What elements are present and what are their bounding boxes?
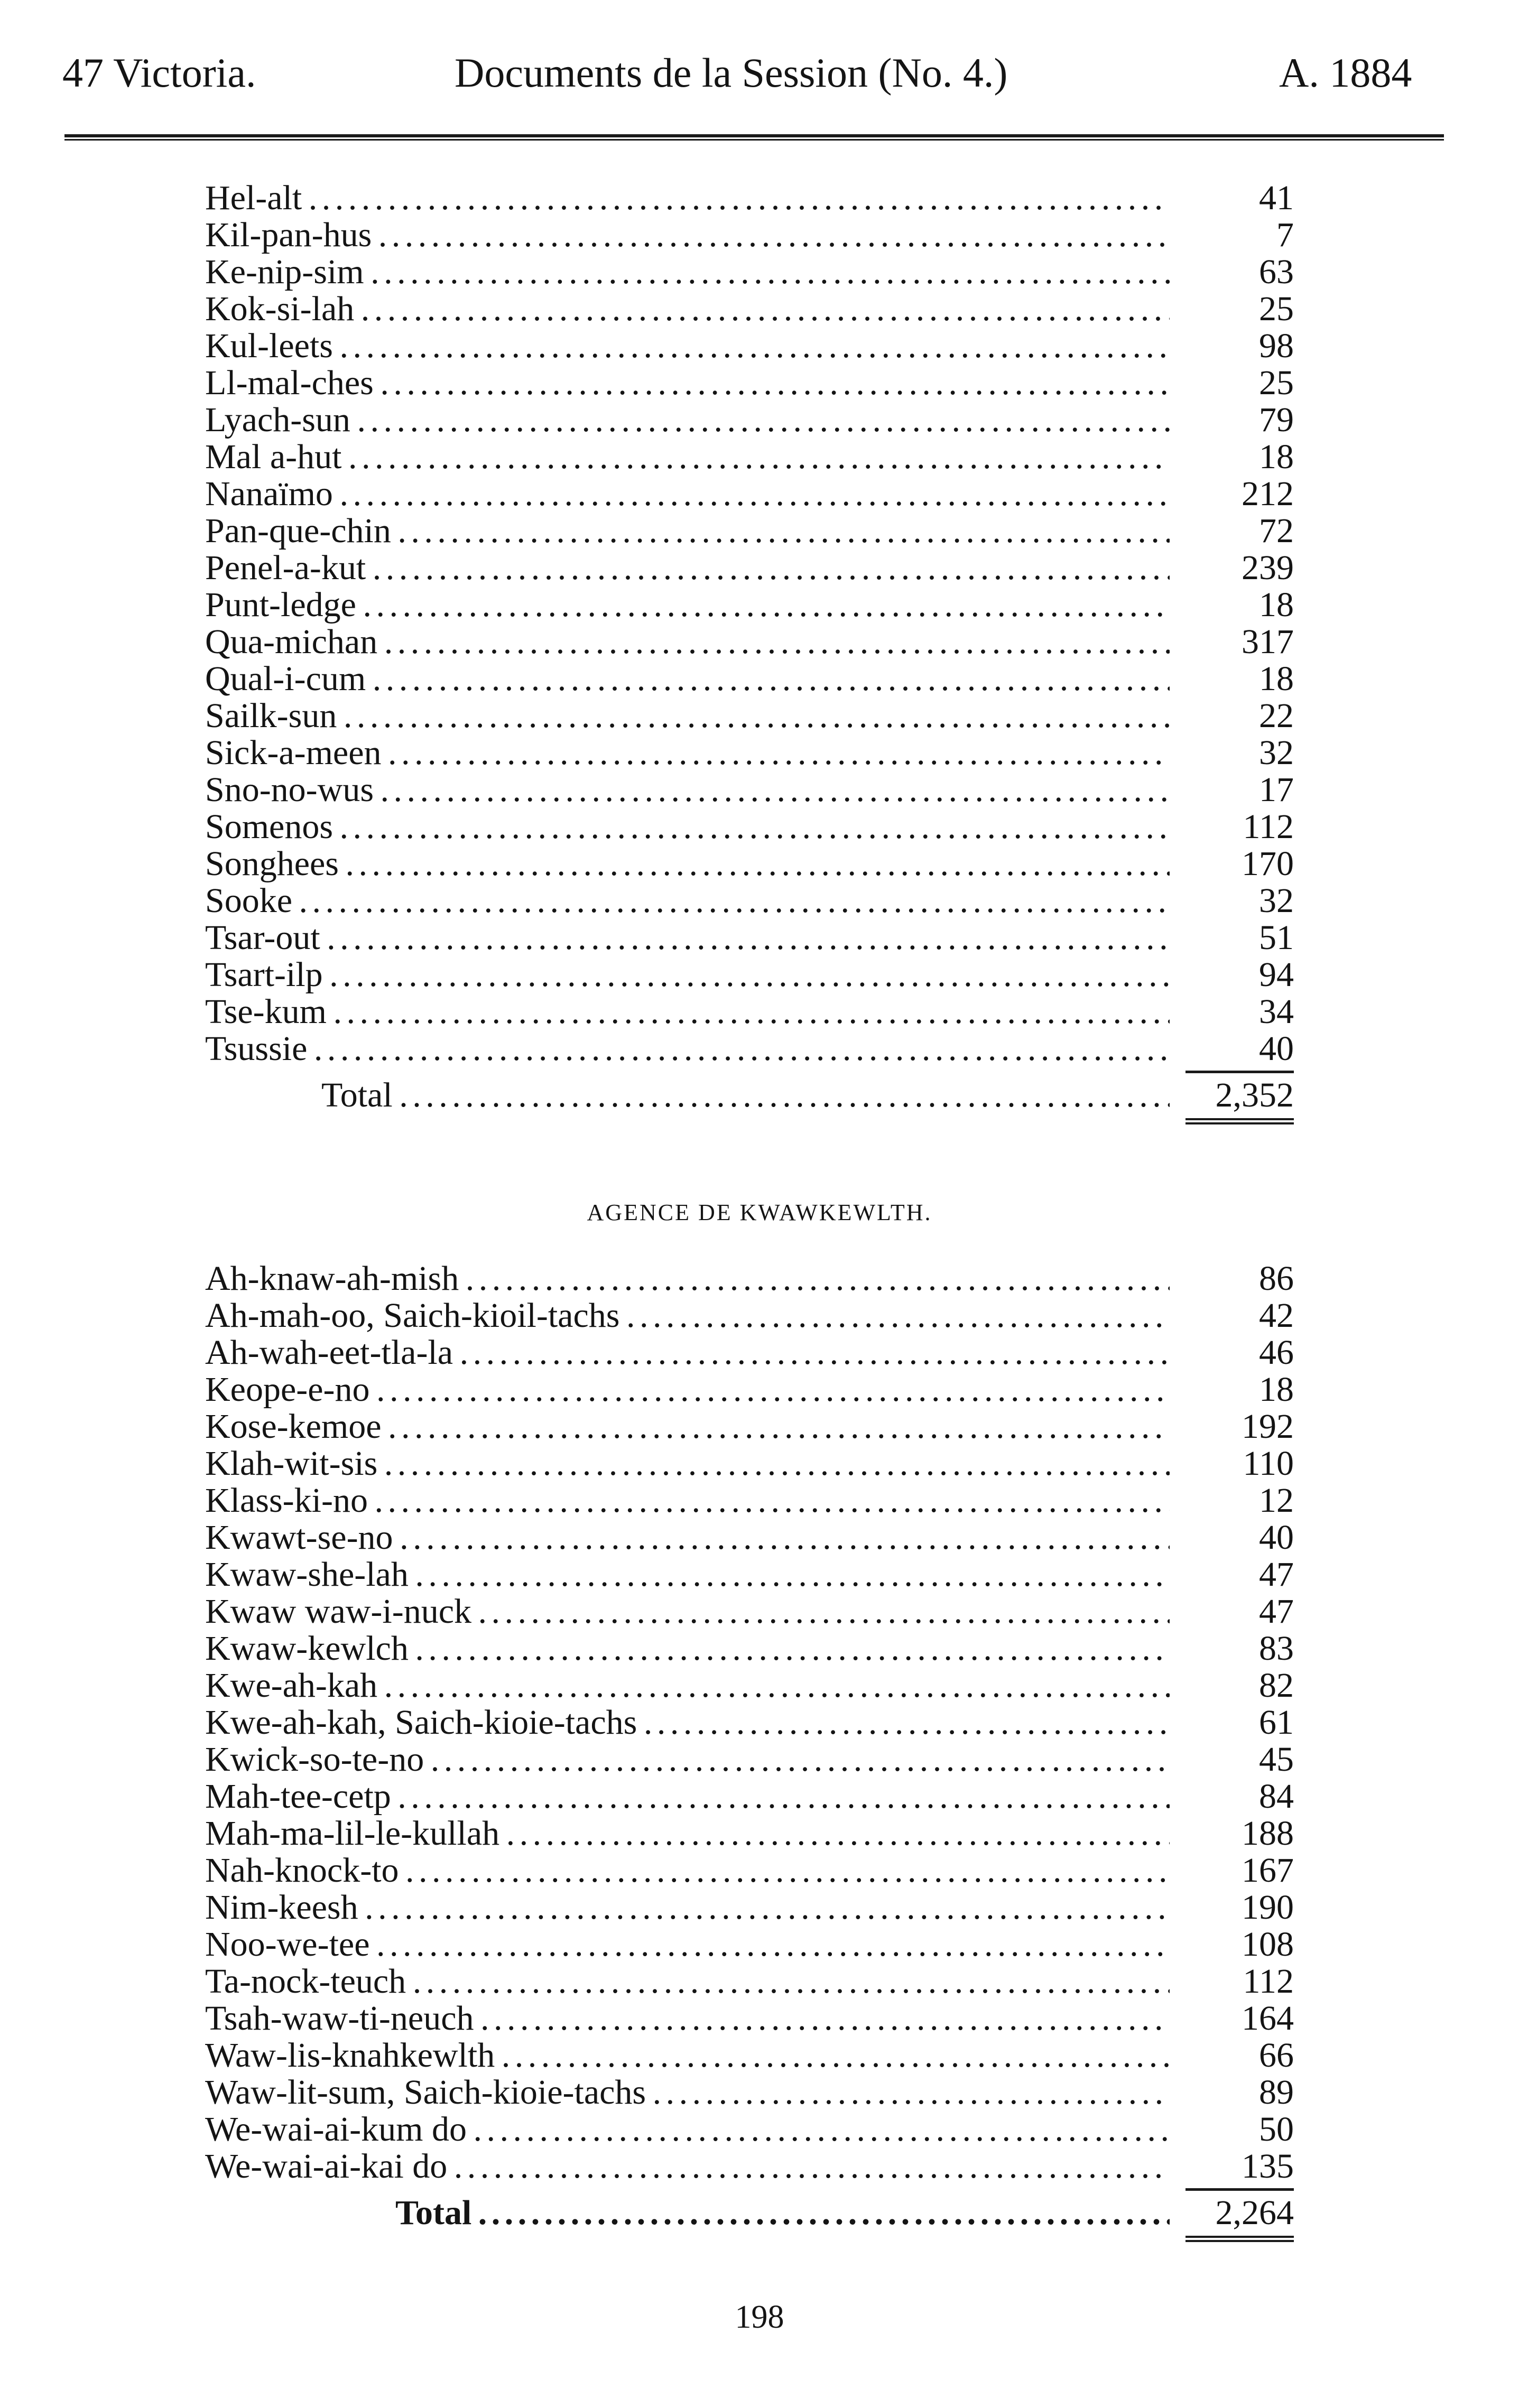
band-name: Kose-kemoe . . . bbox=[205, 1408, 1170, 1445]
table-row bbox=[205, 1926, 1294, 1963]
population-value: 40 bbox=[1259, 1029, 1294, 1068]
population-value: 61 bbox=[1259, 1703, 1294, 1742]
table-row bbox=[205, 1408, 1294, 1445]
population-value: 25 bbox=[1259, 290, 1294, 328]
table-row bbox=[205, 2074, 1294, 2111]
total-label: Total . . . bbox=[395, 2193, 1170, 2233]
population-value: 89 bbox=[1259, 2073, 1294, 2112]
table-row bbox=[205, 2111, 1294, 2148]
population-value: 18 bbox=[1259, 585, 1294, 624]
header-year: A. 1884 bbox=[1279, 50, 1412, 96]
population-value: 167 bbox=[1242, 1851, 1294, 1890]
population-value: 50 bbox=[1259, 2110, 1294, 2149]
band-name: Keope-e-no . . . bbox=[205, 1371, 1170, 1408]
table-row bbox=[205, 1445, 1294, 1482]
table-row bbox=[205, 550, 1294, 587]
band-name: Kil-pan-hus . . . bbox=[205, 217, 1170, 254]
band-name: Mal a-hut . . . bbox=[205, 439, 1170, 476]
population-value: 188 bbox=[1242, 1814, 1294, 1853]
band-name: Tse-kum . . . bbox=[205, 993, 1170, 1030]
band-name: Waw-lit-sum, Saich-kioie-tachs . . . bbox=[205, 2074, 1170, 2111]
band-name: Kwe-ah-kah . . . bbox=[205, 1667, 1170, 1704]
population-value: 135 bbox=[1242, 2147, 1294, 2186]
population-value: 86 bbox=[1259, 1259, 1294, 1298]
table-row bbox=[205, 1630, 1294, 1667]
band-name: Pan-que-chin . . . bbox=[205, 513, 1170, 550]
table-row bbox=[205, 882, 1294, 919]
population-value: 66 bbox=[1259, 2036, 1294, 2075]
population-value: 25 bbox=[1259, 364, 1294, 402]
band-name: Ah-mah-oo, Saich-kioil-tachs . . . bbox=[205, 1297, 1170, 1334]
table-row bbox=[205, 1371, 1294, 1408]
total-rule-2 bbox=[205, 2185, 1294, 2193]
band-name: Noo-we-tee . . . bbox=[205, 1926, 1170, 1963]
table-row bbox=[205, 2000, 1294, 2037]
band-name: Nah-knock-to . . . bbox=[205, 1852, 1170, 1889]
total-value: 2,264 bbox=[1215, 2193, 1294, 2232]
table-row bbox=[205, 808, 1294, 845]
population-value: 47 bbox=[1259, 1555, 1294, 1594]
table-row bbox=[205, 1482, 1294, 1519]
population-value: 164 bbox=[1242, 1999, 1294, 2038]
table-row bbox=[205, 328, 1294, 365]
band-name: Kok-si-lah . . . bbox=[205, 291, 1170, 328]
band-name: Kwaw-kewlch . . . bbox=[205, 1630, 1170, 1667]
total-value: 2,352 bbox=[1215, 1076, 1294, 1114]
table-row bbox=[205, 1889, 1294, 1926]
table-row bbox=[205, 402, 1294, 439]
band-list-section-1 bbox=[205, 180, 1294, 1127]
population-value: 47 bbox=[1259, 1592, 1294, 1631]
population-value: 51 bbox=[1259, 918, 1294, 957]
total-label: Total . . . bbox=[321, 1076, 1170, 1115]
population-value: 192 bbox=[1242, 1407, 1294, 1446]
total-rule-1 bbox=[205, 1067, 1294, 1076]
population-value: 170 bbox=[1242, 844, 1294, 883]
band-name: Sno-no-wus . . . bbox=[205, 771, 1170, 808]
population-value: 46 bbox=[1259, 1333, 1294, 1372]
band-name: Kwick-so-te-no . . . bbox=[205, 1741, 1170, 1778]
band-name: Ta-nock-teuch . . . bbox=[205, 1963, 1170, 2000]
table-row bbox=[205, 365, 1294, 402]
band-name: Kwaw-she-lah . . . bbox=[205, 1556, 1170, 1593]
population-value: 17 bbox=[1259, 770, 1294, 809]
table-row bbox=[205, 476, 1294, 513]
population-value: 32 bbox=[1259, 881, 1294, 920]
table-row bbox=[205, 771, 1294, 808]
population-value: 12 bbox=[1259, 1481, 1294, 1520]
band-name: Somenos . . . bbox=[205, 808, 1170, 845]
population-value: 112 bbox=[1243, 1962, 1294, 2001]
band-name: Tsar-out . . . bbox=[205, 919, 1170, 956]
table-row bbox=[205, 217, 1294, 254]
page-number: 198 bbox=[735, 2299, 784, 2335]
band-name: Songhees . . . bbox=[205, 845, 1170, 882]
population-value: 63 bbox=[1259, 253, 1294, 291]
table-row bbox=[205, 1778, 1294, 1815]
band-name: Klah-wit-sis . . . bbox=[205, 1445, 1170, 1482]
band-name: Nanaïmo . . . bbox=[205, 476, 1170, 513]
band-name: Kwawt-se-no . . . bbox=[205, 1519, 1170, 1556]
band-name: Kul-leets . . . bbox=[205, 328, 1170, 365]
total-double-rule-2 bbox=[205, 2233, 1294, 2244]
band-name: Kwe-ah-kah, Saich-kioie-tachs . . . bbox=[205, 1704, 1170, 1741]
population-value: 83 bbox=[1259, 1629, 1294, 1668]
table-row bbox=[205, 1334, 1294, 1371]
band-name: Qual-i-cum . . . bbox=[205, 661, 1170, 698]
population-value: 112 bbox=[1243, 807, 1294, 846]
table-row bbox=[205, 2037, 1294, 2074]
band-name: Qua-michan . . . bbox=[205, 624, 1170, 661]
population-value: 84 bbox=[1259, 1777, 1294, 1816]
population-value: 79 bbox=[1259, 401, 1294, 439]
table-row bbox=[205, 1297, 1294, 1334]
band-name: Sick-a-meen . . . bbox=[205, 735, 1170, 771]
band-name: Ll-mal-ches . . . bbox=[205, 365, 1170, 402]
band-name: Lyach-sun . . . bbox=[205, 402, 1170, 439]
population-value: 40 bbox=[1259, 1518, 1294, 1557]
population-value: 32 bbox=[1259, 733, 1294, 772]
population-value: 18 bbox=[1259, 659, 1294, 698]
total-row-2 bbox=[205, 2193, 1294, 2233]
table-row bbox=[205, 587, 1294, 624]
population-value: 98 bbox=[1259, 327, 1294, 365]
band-name: Tsah-waw-ti-neuch . . . bbox=[205, 2000, 1170, 2037]
table-row bbox=[205, 254, 1294, 291]
band-name: We-wai-ai-kum do . . . bbox=[205, 2111, 1170, 2148]
table-row bbox=[205, 919, 1294, 956]
table-row bbox=[205, 513, 1294, 550]
table-row bbox=[205, 1519, 1294, 1556]
population-value: 22 bbox=[1259, 696, 1294, 735]
agency-heading: AGENCE DE KWAWKEWLTH. bbox=[587, 1200, 932, 1225]
table-row bbox=[205, 1260, 1294, 1297]
band-list-section-2 bbox=[205, 1260, 1294, 2244]
table-row bbox=[205, 661, 1294, 698]
population-value: 108 bbox=[1242, 1925, 1294, 1964]
population-value: 212 bbox=[1242, 475, 1294, 513]
population-value: 18 bbox=[1259, 1370, 1294, 1409]
population-value: 239 bbox=[1242, 548, 1294, 587]
population-value: 190 bbox=[1242, 1888, 1294, 1927]
band-name: Tsussie . . . bbox=[205, 1030, 1170, 1067]
band-name: Punt-ledge . . . bbox=[205, 587, 1170, 624]
table-row bbox=[205, 2148, 1294, 2185]
band-name: Ah-knaw-ah-mish . . . bbox=[205, 1260, 1170, 1297]
population-value: 317 bbox=[1242, 622, 1294, 661]
table-row bbox=[205, 735, 1294, 771]
table-row bbox=[205, 1963, 1294, 2000]
table-row bbox=[205, 439, 1294, 476]
population-value: 41 bbox=[1259, 179, 1294, 217]
header-rule bbox=[64, 134, 1444, 141]
band-name: Tsart-ilp . . . bbox=[205, 956, 1170, 993]
band-name: Waw-lis-knahkewlth . . . bbox=[205, 2037, 1170, 2074]
table-row bbox=[205, 956, 1294, 993]
table-row bbox=[205, 1815, 1294, 1852]
header-title: Documents de la Session (No. 4.) bbox=[455, 50, 1008, 96]
population-value: 45 bbox=[1259, 1740, 1294, 1779]
band-name: Mah-tee-cetp . . . bbox=[205, 1778, 1170, 1815]
table-row bbox=[205, 1704, 1294, 1741]
band-name: Penel-a-kut . . . bbox=[205, 550, 1170, 587]
table-row bbox=[205, 180, 1294, 217]
table-row bbox=[205, 993, 1294, 1030]
header-regnal-year: 47 Victoria. bbox=[62, 50, 256, 96]
band-name: We-wai-ai-kai do . . . bbox=[205, 2148, 1170, 2185]
band-name: Sooke . . . bbox=[205, 882, 1170, 919]
band-name: Ke-nip-sim . . . bbox=[205, 254, 1170, 291]
population-value: 7 bbox=[1276, 216, 1294, 254]
population-value: 72 bbox=[1259, 512, 1294, 550]
population-value: 82 bbox=[1259, 1666, 1294, 1705]
table-row bbox=[205, 1556, 1294, 1593]
table-row bbox=[205, 624, 1294, 661]
table-row bbox=[205, 291, 1294, 328]
table-row bbox=[205, 1852, 1294, 1889]
band-name: Sailk-sun . . . bbox=[205, 698, 1170, 735]
band-name: Nim-keesh . . . bbox=[205, 1889, 1170, 1926]
table-row bbox=[205, 698, 1294, 735]
table-row bbox=[205, 1741, 1294, 1778]
population-value: 18 bbox=[1259, 438, 1294, 476]
population-value: 110 bbox=[1243, 1444, 1294, 1483]
total-double-rule-1 bbox=[205, 1115, 1294, 1127]
table-row bbox=[205, 1593, 1294, 1630]
band-name: Hel-alt . . . bbox=[205, 180, 1170, 217]
band-name: Mah-ma-lil-le-kullah . . . bbox=[205, 1815, 1170, 1852]
population-value: 42 bbox=[1259, 1296, 1294, 1335]
table-row bbox=[205, 1667, 1294, 1704]
population-value: 94 bbox=[1259, 955, 1294, 994]
total-row-1 bbox=[205, 1076, 1294, 1115]
band-name: Klass-ki-no . . . bbox=[205, 1482, 1170, 1519]
band-name: Ah-wah-eet-tla-la . . . bbox=[205, 1334, 1170, 1371]
table-row bbox=[205, 845, 1294, 882]
table-row bbox=[205, 1030, 1294, 1067]
population-value: 34 bbox=[1259, 992, 1294, 1031]
band-name: Kwaw waw-i-nuck . . . bbox=[205, 1593, 1170, 1630]
